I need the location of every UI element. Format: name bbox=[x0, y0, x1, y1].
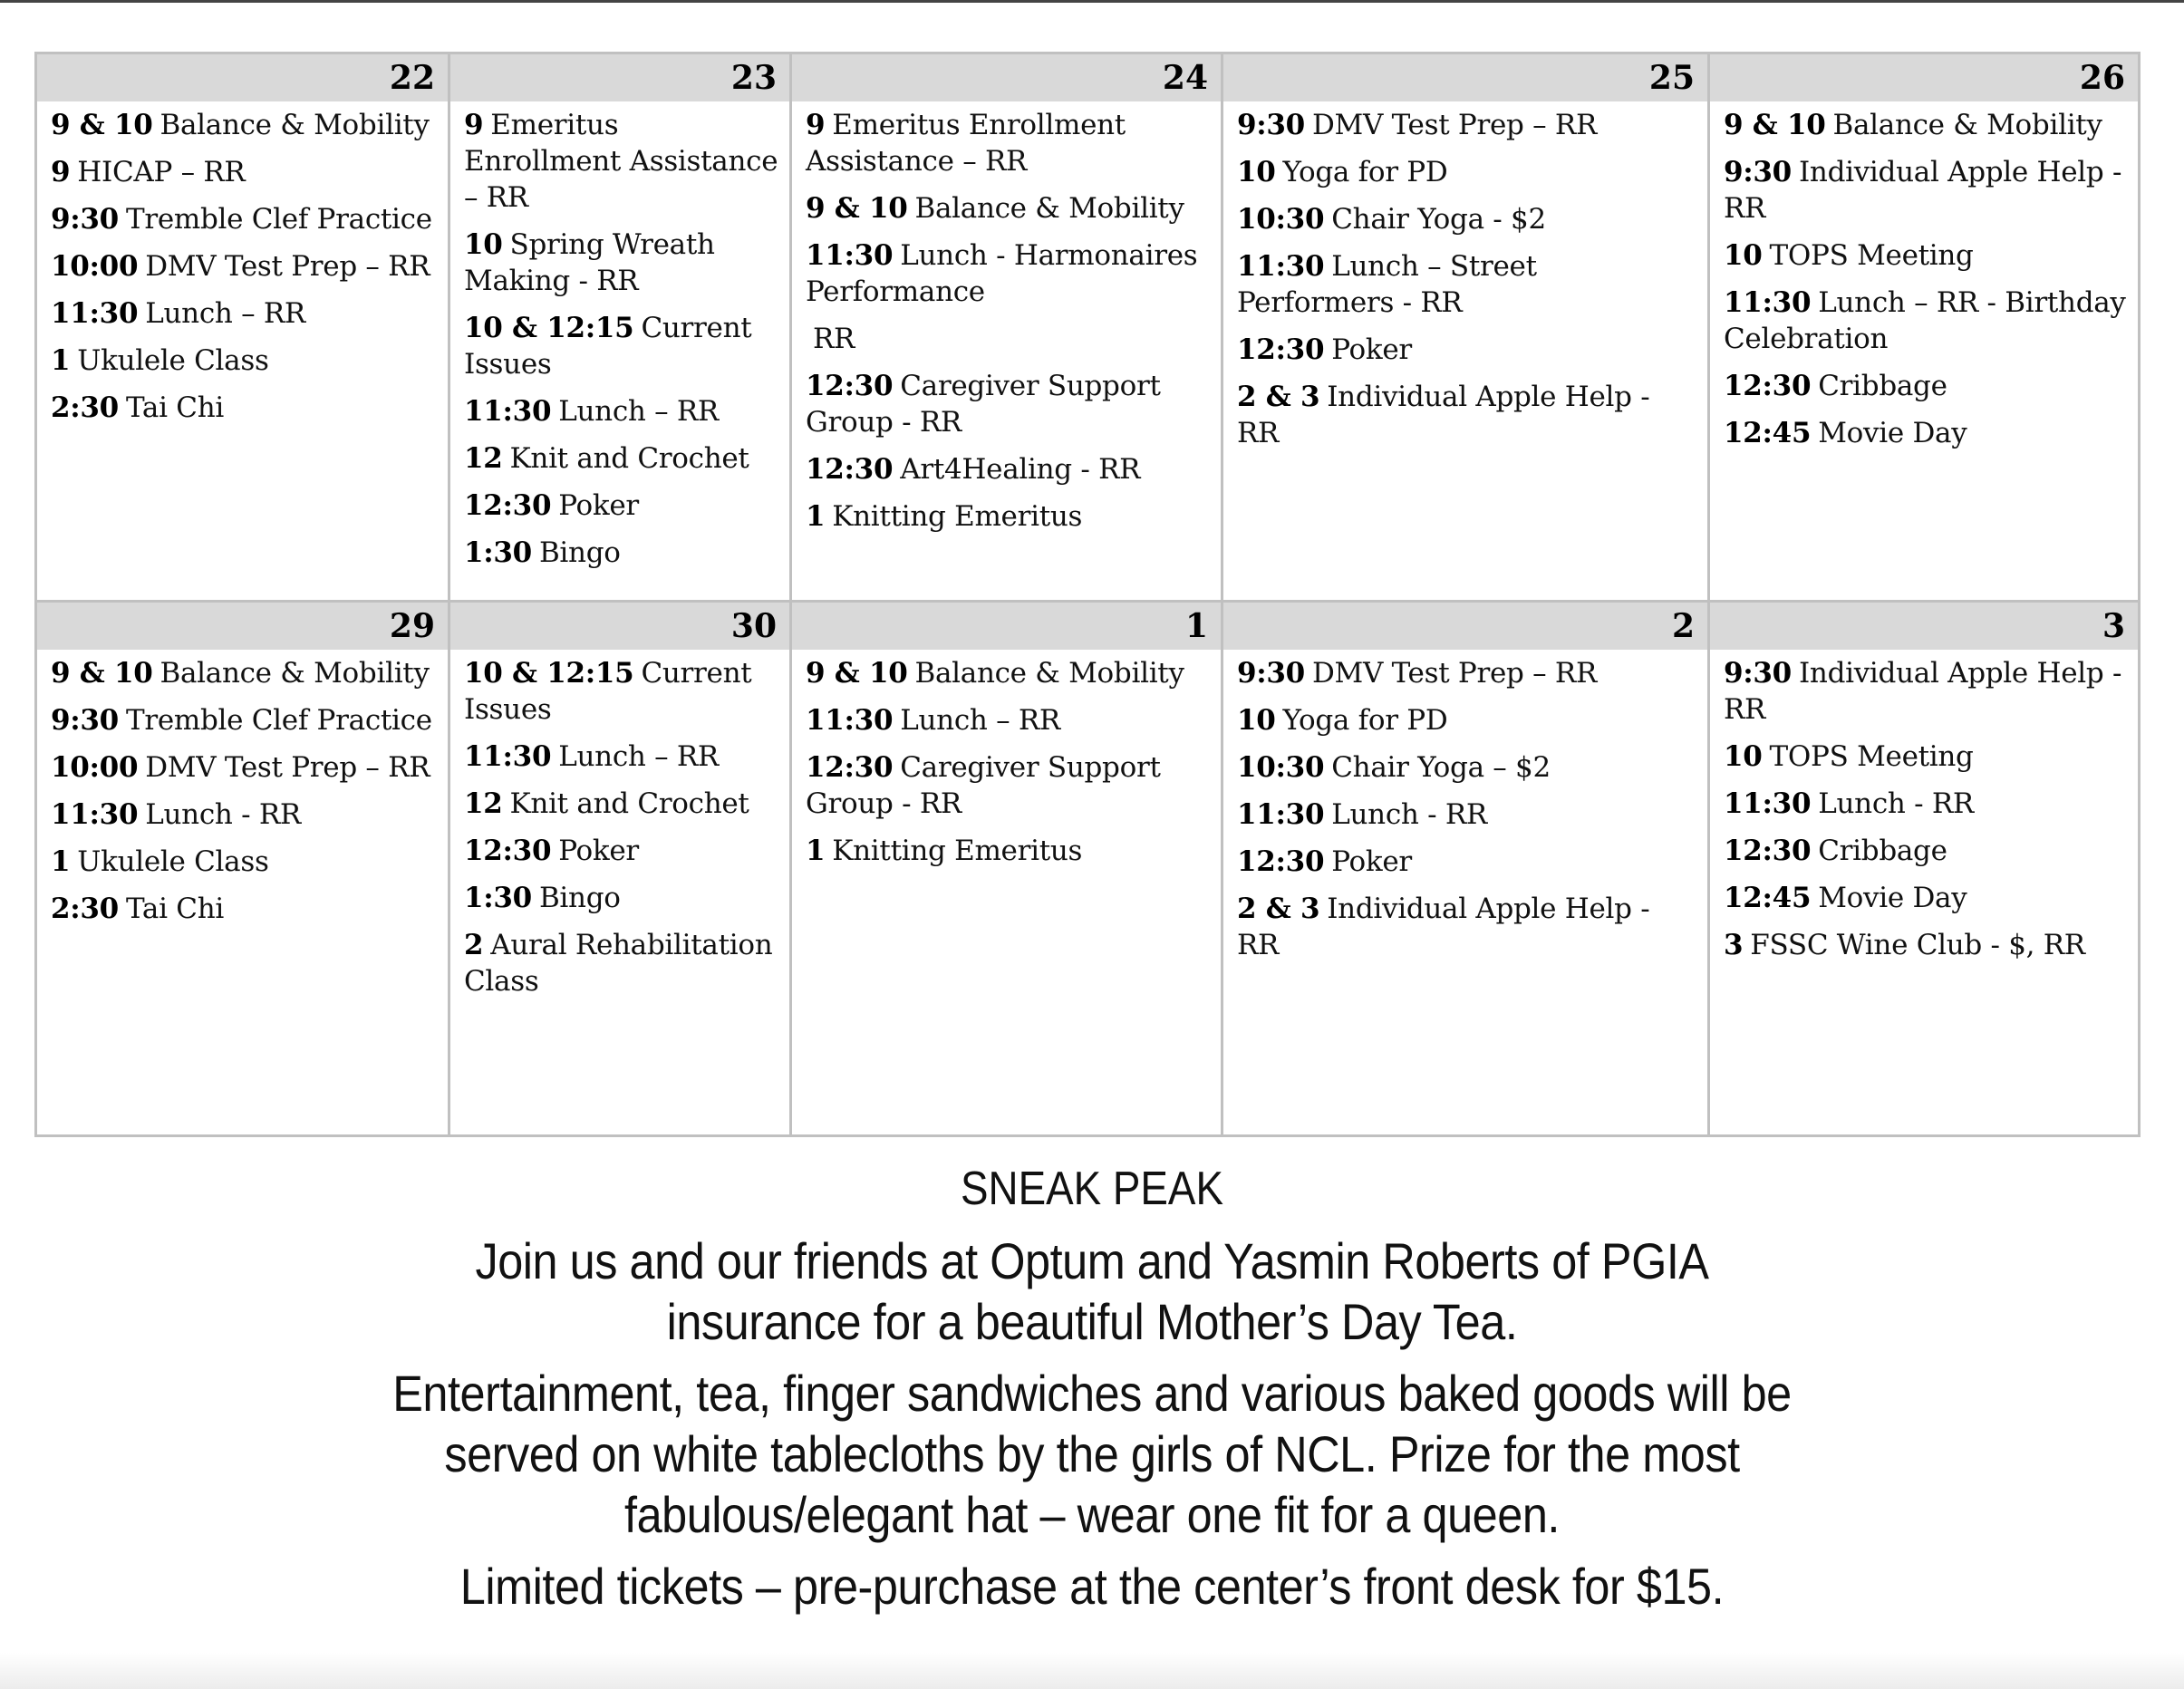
event-time: 9 bbox=[51, 156, 71, 188]
event-time: 9:30 bbox=[1237, 657, 1305, 690]
event-title: Movie Day bbox=[1818, 882, 1967, 914]
event-title: Lunch – RR bbox=[145, 297, 305, 330]
event-time: 12:45 bbox=[1724, 417, 1812, 449]
event-item bbox=[51, 390, 439, 426]
day-cell bbox=[1710, 603, 2138, 1134]
event-title: Lunch – RR bbox=[558, 395, 719, 428]
event-title: Current Issues bbox=[464, 657, 752, 726]
event-title: Aural Rehabilitation Class bbox=[464, 929, 773, 998]
event-title: Art4Healing - RR bbox=[900, 453, 1141, 486]
event-item bbox=[1237, 332, 1698, 368]
event-title: TOPS Meeting bbox=[1769, 239, 1974, 272]
event-time: 9 & 10 bbox=[806, 192, 908, 225]
event-title: Bingo bbox=[538, 536, 621, 569]
event-item bbox=[806, 833, 1212, 869]
event-item bbox=[806, 498, 1212, 535]
event-item bbox=[1237, 201, 1698, 237]
event-list bbox=[450, 650, 789, 1010]
event-title: HICAP – RR bbox=[77, 156, 246, 188]
event-time: 12:30 bbox=[1724, 370, 1812, 402]
event-title: Bingo bbox=[538, 882, 621, 914]
event-title: Poker bbox=[558, 489, 639, 522]
event-time: 12:30 bbox=[806, 370, 894, 402]
event-item bbox=[1237, 844, 1698, 880]
event-time: 1 bbox=[51, 344, 71, 377]
sneak-peak-title: SNEAK PEAK bbox=[961, 1163, 1223, 1215]
event-item bbox=[806, 321, 1212, 357]
event-time: 2:30 bbox=[51, 391, 119, 424]
event-time: 12:30 bbox=[464, 835, 552, 867]
event-item bbox=[806, 451, 1212, 487]
event-title: Spring Wreath Making - RR bbox=[464, 228, 715, 297]
event-title: Individual Apple Help - RR bbox=[1237, 893, 1650, 961]
day-cell bbox=[1710, 54, 2138, 603]
event-time: 12:30 bbox=[1724, 835, 1812, 867]
event-time: 9 & 10 bbox=[1724, 109, 1826, 141]
day-cell bbox=[792, 54, 1223, 603]
event-item bbox=[1724, 415, 2129, 451]
event-item bbox=[806, 190, 1212, 227]
event-item bbox=[1724, 738, 2129, 775]
event-time: 12 bbox=[464, 787, 503, 820]
day-cell bbox=[1223, 54, 1710, 603]
event-time: 10 & 12:15 bbox=[464, 312, 634, 344]
day-number: 25 bbox=[1223, 54, 1707, 101]
event-time: 1:30 bbox=[464, 536, 532, 569]
event-time: 10 bbox=[1724, 740, 1763, 773]
event-title: Balance & Mobility bbox=[159, 657, 430, 690]
event-time: 11:30 bbox=[464, 740, 552, 773]
event-time: 12:45 bbox=[1724, 882, 1812, 914]
event-title: Yoga for PD bbox=[1282, 156, 1448, 188]
event-item bbox=[51, 201, 439, 237]
event-time: 12:30 bbox=[1237, 333, 1325, 366]
day-cell bbox=[37, 54, 450, 603]
event-time: 9 bbox=[464, 109, 484, 141]
event-item bbox=[51, 107, 439, 143]
event-item bbox=[464, 927, 780, 999]
event-item bbox=[51, 343, 439, 379]
event-time: 9:30 bbox=[1724, 156, 1792, 188]
event-title: FSSC Wine Club - $, RR bbox=[1750, 929, 2085, 961]
event-item bbox=[806, 749, 1212, 822]
event-time: 9:30 bbox=[51, 704, 119, 737]
event-item bbox=[1724, 285, 2129, 357]
event-title: Lunch – RR - Birthday Celebration bbox=[1724, 286, 2126, 355]
event-item bbox=[1724, 880, 2129, 916]
event-title: Chair Yoga – $2 bbox=[1331, 751, 1551, 784]
event-time: 11:30 bbox=[1237, 250, 1325, 283]
event-time: 2:30 bbox=[51, 893, 119, 925]
top-rule bbox=[0, 0, 2184, 3]
event-time: 12:30 bbox=[1237, 845, 1325, 878]
sneak-peak-paragraph-2: Entertainment, tea, finger sandwiches and various baked goods will be served on white tablecloths by the girls of NCL. Prize for the most fabulous/elegant hat – wear one fit for a queen. bbox=[392, 1365, 1792, 1543]
event-title: Lunch – RR bbox=[558, 740, 719, 773]
event-title: Individual Apple Help - RR bbox=[1237, 381, 1650, 449]
event-list bbox=[37, 101, 448, 437]
event-time: 9:30 bbox=[1237, 109, 1305, 141]
event-title: Ukulele Class bbox=[77, 845, 269, 878]
day-number: 1 bbox=[792, 603, 1221, 650]
event-list bbox=[450, 101, 789, 582]
day-cell bbox=[450, 54, 792, 603]
event-item bbox=[51, 891, 439, 927]
event-list bbox=[1223, 101, 1707, 462]
event-item bbox=[806, 655, 1212, 691]
event-item bbox=[1237, 891, 1698, 963]
event-title: TOPS Meeting bbox=[1769, 740, 1974, 773]
event-title: Lunch - Harmonaires Performance bbox=[806, 239, 1198, 308]
event-list bbox=[1223, 650, 1707, 974]
event-item bbox=[464, 107, 780, 216]
event-item bbox=[464, 440, 780, 477]
event-time: 2 & 3 bbox=[1237, 893, 1320, 925]
day-cell bbox=[450, 603, 792, 1134]
event-item bbox=[806, 368, 1212, 440]
event-item bbox=[1724, 154, 2129, 227]
event-time: 1 bbox=[806, 500, 826, 533]
event-title: Lunch – Street Performers - RR bbox=[1237, 250, 1537, 319]
event-list bbox=[37, 650, 448, 938]
event-time: 9:30 bbox=[51, 203, 119, 236]
event-time: 10:00 bbox=[51, 250, 139, 283]
event-list bbox=[792, 101, 1221, 545]
event-time: 9 bbox=[806, 109, 826, 141]
event-time: 10 bbox=[1237, 704, 1276, 737]
event-title: Emeritus Enrollment Assistance – RR bbox=[806, 109, 1126, 178]
event-item bbox=[51, 295, 439, 332]
event-item bbox=[806, 237, 1212, 310]
event-title: Tremble Clef Practice bbox=[125, 203, 432, 236]
event-title: Lunch - RR bbox=[1331, 798, 1487, 831]
sneak-peak-paragraph-3: Limited tickets – pre-purchase at the center’s front desk for $15. bbox=[459, 1558, 1725, 1615]
event-time: 11:30 bbox=[806, 239, 894, 272]
event-item bbox=[51, 655, 439, 691]
event-item bbox=[1724, 927, 2129, 963]
event-time: 9:30 bbox=[1724, 657, 1792, 690]
event-time: 12 bbox=[464, 442, 503, 475]
event-time: 12:30 bbox=[806, 751, 894, 784]
event-title: Lunch – RR bbox=[900, 704, 1060, 737]
event-title: Caregiver Support Group - RR bbox=[806, 370, 1161, 439]
event-title: DMV Test Prep – RR bbox=[145, 250, 430, 283]
event-item bbox=[51, 749, 439, 786]
event-item bbox=[806, 107, 1212, 179]
event-title: Yoga for PD bbox=[1282, 704, 1448, 737]
event-title: Individual Apple Help - RR bbox=[1724, 657, 2122, 726]
event-title: Balance & Mobility bbox=[914, 192, 1184, 225]
event-item bbox=[464, 786, 780, 822]
event-title: Balance & Mobility bbox=[159, 109, 430, 141]
event-time: 11:30 bbox=[51, 297, 139, 330]
event-item bbox=[1724, 833, 2129, 869]
event-title: Knit and Crochet bbox=[509, 787, 749, 820]
day-number: 29 bbox=[37, 603, 448, 650]
event-title: Poker bbox=[1331, 333, 1412, 366]
event-item bbox=[464, 738, 780, 775]
event-title: Tai Chi bbox=[125, 391, 224, 424]
event-item bbox=[1237, 107, 1698, 143]
event-item bbox=[1237, 749, 1698, 786]
event-time: 10 bbox=[464, 228, 503, 261]
event-time: 11:30 bbox=[464, 395, 552, 428]
event-title: Individual Apple Help - RR bbox=[1724, 156, 2122, 225]
event-title: Cribbage bbox=[1818, 835, 1947, 867]
event-time: 11:30 bbox=[806, 704, 894, 737]
event-item bbox=[464, 310, 780, 382]
event-time: 10:30 bbox=[1237, 751, 1325, 784]
event-title: Knit and Crochet bbox=[509, 442, 749, 475]
event-item bbox=[1724, 786, 2129, 822]
event-list bbox=[1710, 101, 2138, 462]
event-item bbox=[464, 393, 780, 429]
event-time: 2 bbox=[464, 929, 484, 961]
event-time: 9 & 10 bbox=[51, 109, 153, 141]
event-item bbox=[51, 248, 439, 285]
event-item bbox=[1237, 379, 1698, 451]
event-title: RR bbox=[813, 323, 855, 355]
event-title: Poker bbox=[558, 835, 639, 867]
calendar-grid bbox=[34, 52, 2141, 1137]
event-time: 12:30 bbox=[464, 489, 552, 522]
event-title: Caregiver Support Group - RR bbox=[806, 751, 1161, 820]
day-number: 24 bbox=[792, 54, 1221, 101]
event-item bbox=[1237, 702, 1698, 738]
day-number: 26 bbox=[1710, 54, 2138, 101]
event-title: Knitting Emeritus bbox=[832, 835, 1083, 867]
day-number: 2 bbox=[1223, 603, 1707, 650]
event-item bbox=[1237, 796, 1698, 833]
event-item bbox=[1237, 248, 1698, 321]
day-number: 3 bbox=[1710, 603, 2138, 650]
event-list bbox=[792, 650, 1221, 880]
event-title: Tai Chi bbox=[125, 893, 224, 925]
event-item bbox=[464, 227, 780, 299]
event-item bbox=[464, 833, 780, 869]
event-item bbox=[1237, 655, 1698, 691]
event-title: Lunch - RR bbox=[145, 798, 301, 831]
sneak-peak-paragraph-1: Join us and our friends at Optum and Yasmin Roberts of PGIA insurance for a beautiful Mother’s Day Tea. bbox=[475, 1232, 1709, 1350]
event-item bbox=[464, 535, 780, 571]
event-time: 10 bbox=[1237, 156, 1276, 188]
event-item bbox=[51, 154, 439, 190]
event-title: Movie Day bbox=[1818, 417, 1967, 449]
event-item bbox=[464, 880, 780, 916]
event-title: DMV Test Prep – RR bbox=[1311, 657, 1597, 690]
event-time: 12:30 bbox=[806, 453, 894, 486]
event-time: 11:30 bbox=[1724, 787, 1812, 820]
event-title: Ukulele Class bbox=[77, 344, 269, 377]
event-title: Balance & Mobility bbox=[1832, 109, 2102, 141]
bottom-fade bbox=[0, 1653, 2184, 1689]
day-number: 30 bbox=[450, 603, 789, 650]
event-time: 1 bbox=[806, 835, 826, 867]
sneak-peak-section bbox=[0, 1160, 2184, 1627]
event-item bbox=[1724, 655, 2129, 728]
event-item bbox=[1724, 368, 2129, 404]
event-time: 10:00 bbox=[51, 751, 139, 784]
event-title: Emeritus Enrollment Assistance – RR bbox=[464, 109, 778, 214]
event-item bbox=[1237, 154, 1698, 190]
event-time: 9 & 10 bbox=[51, 657, 153, 690]
event-item bbox=[1724, 107, 2129, 143]
day-cell bbox=[37, 603, 450, 1134]
event-item bbox=[51, 844, 439, 880]
event-time: 1 bbox=[51, 845, 71, 878]
event-item bbox=[464, 655, 780, 728]
event-list bbox=[1710, 650, 2138, 974]
event-time: 3 bbox=[1724, 929, 1744, 961]
event-time: 11:30 bbox=[1724, 286, 1812, 319]
event-title: Knitting Emeritus bbox=[832, 500, 1083, 533]
event-time: 10:30 bbox=[1237, 203, 1325, 236]
event-title: Current Issues bbox=[464, 312, 752, 381]
day-number: 23 bbox=[450, 54, 789, 101]
event-time: 2 & 3 bbox=[1237, 381, 1320, 413]
event-title: DMV Test Prep – RR bbox=[145, 751, 430, 784]
event-title: Tremble Clef Practice bbox=[125, 704, 432, 737]
day-number: 22 bbox=[37, 54, 448, 101]
event-time: 10 & 12:15 bbox=[464, 657, 634, 690]
event-title: Balance & Mobility bbox=[914, 657, 1184, 690]
event-title: Poker bbox=[1331, 845, 1412, 878]
event-time: 10 bbox=[1724, 239, 1763, 272]
day-cell bbox=[1223, 603, 1710, 1134]
event-time: 11:30 bbox=[51, 798, 139, 831]
event-title: Cribbage bbox=[1818, 370, 1947, 402]
event-item bbox=[51, 702, 439, 738]
event-time: 1:30 bbox=[464, 882, 532, 914]
event-item bbox=[51, 796, 439, 833]
event-time: 11:30 bbox=[1237, 798, 1325, 831]
event-title: DMV Test Prep – RR bbox=[1311, 109, 1597, 141]
event-title: Lunch - RR bbox=[1818, 787, 1974, 820]
event-title: Chair Yoga - $2 bbox=[1331, 203, 1546, 236]
event-item bbox=[1724, 237, 2129, 274]
event-item bbox=[806, 702, 1212, 738]
event-item bbox=[464, 487, 780, 524]
event-time: 9 & 10 bbox=[806, 657, 908, 690]
day-cell bbox=[792, 603, 1223, 1134]
